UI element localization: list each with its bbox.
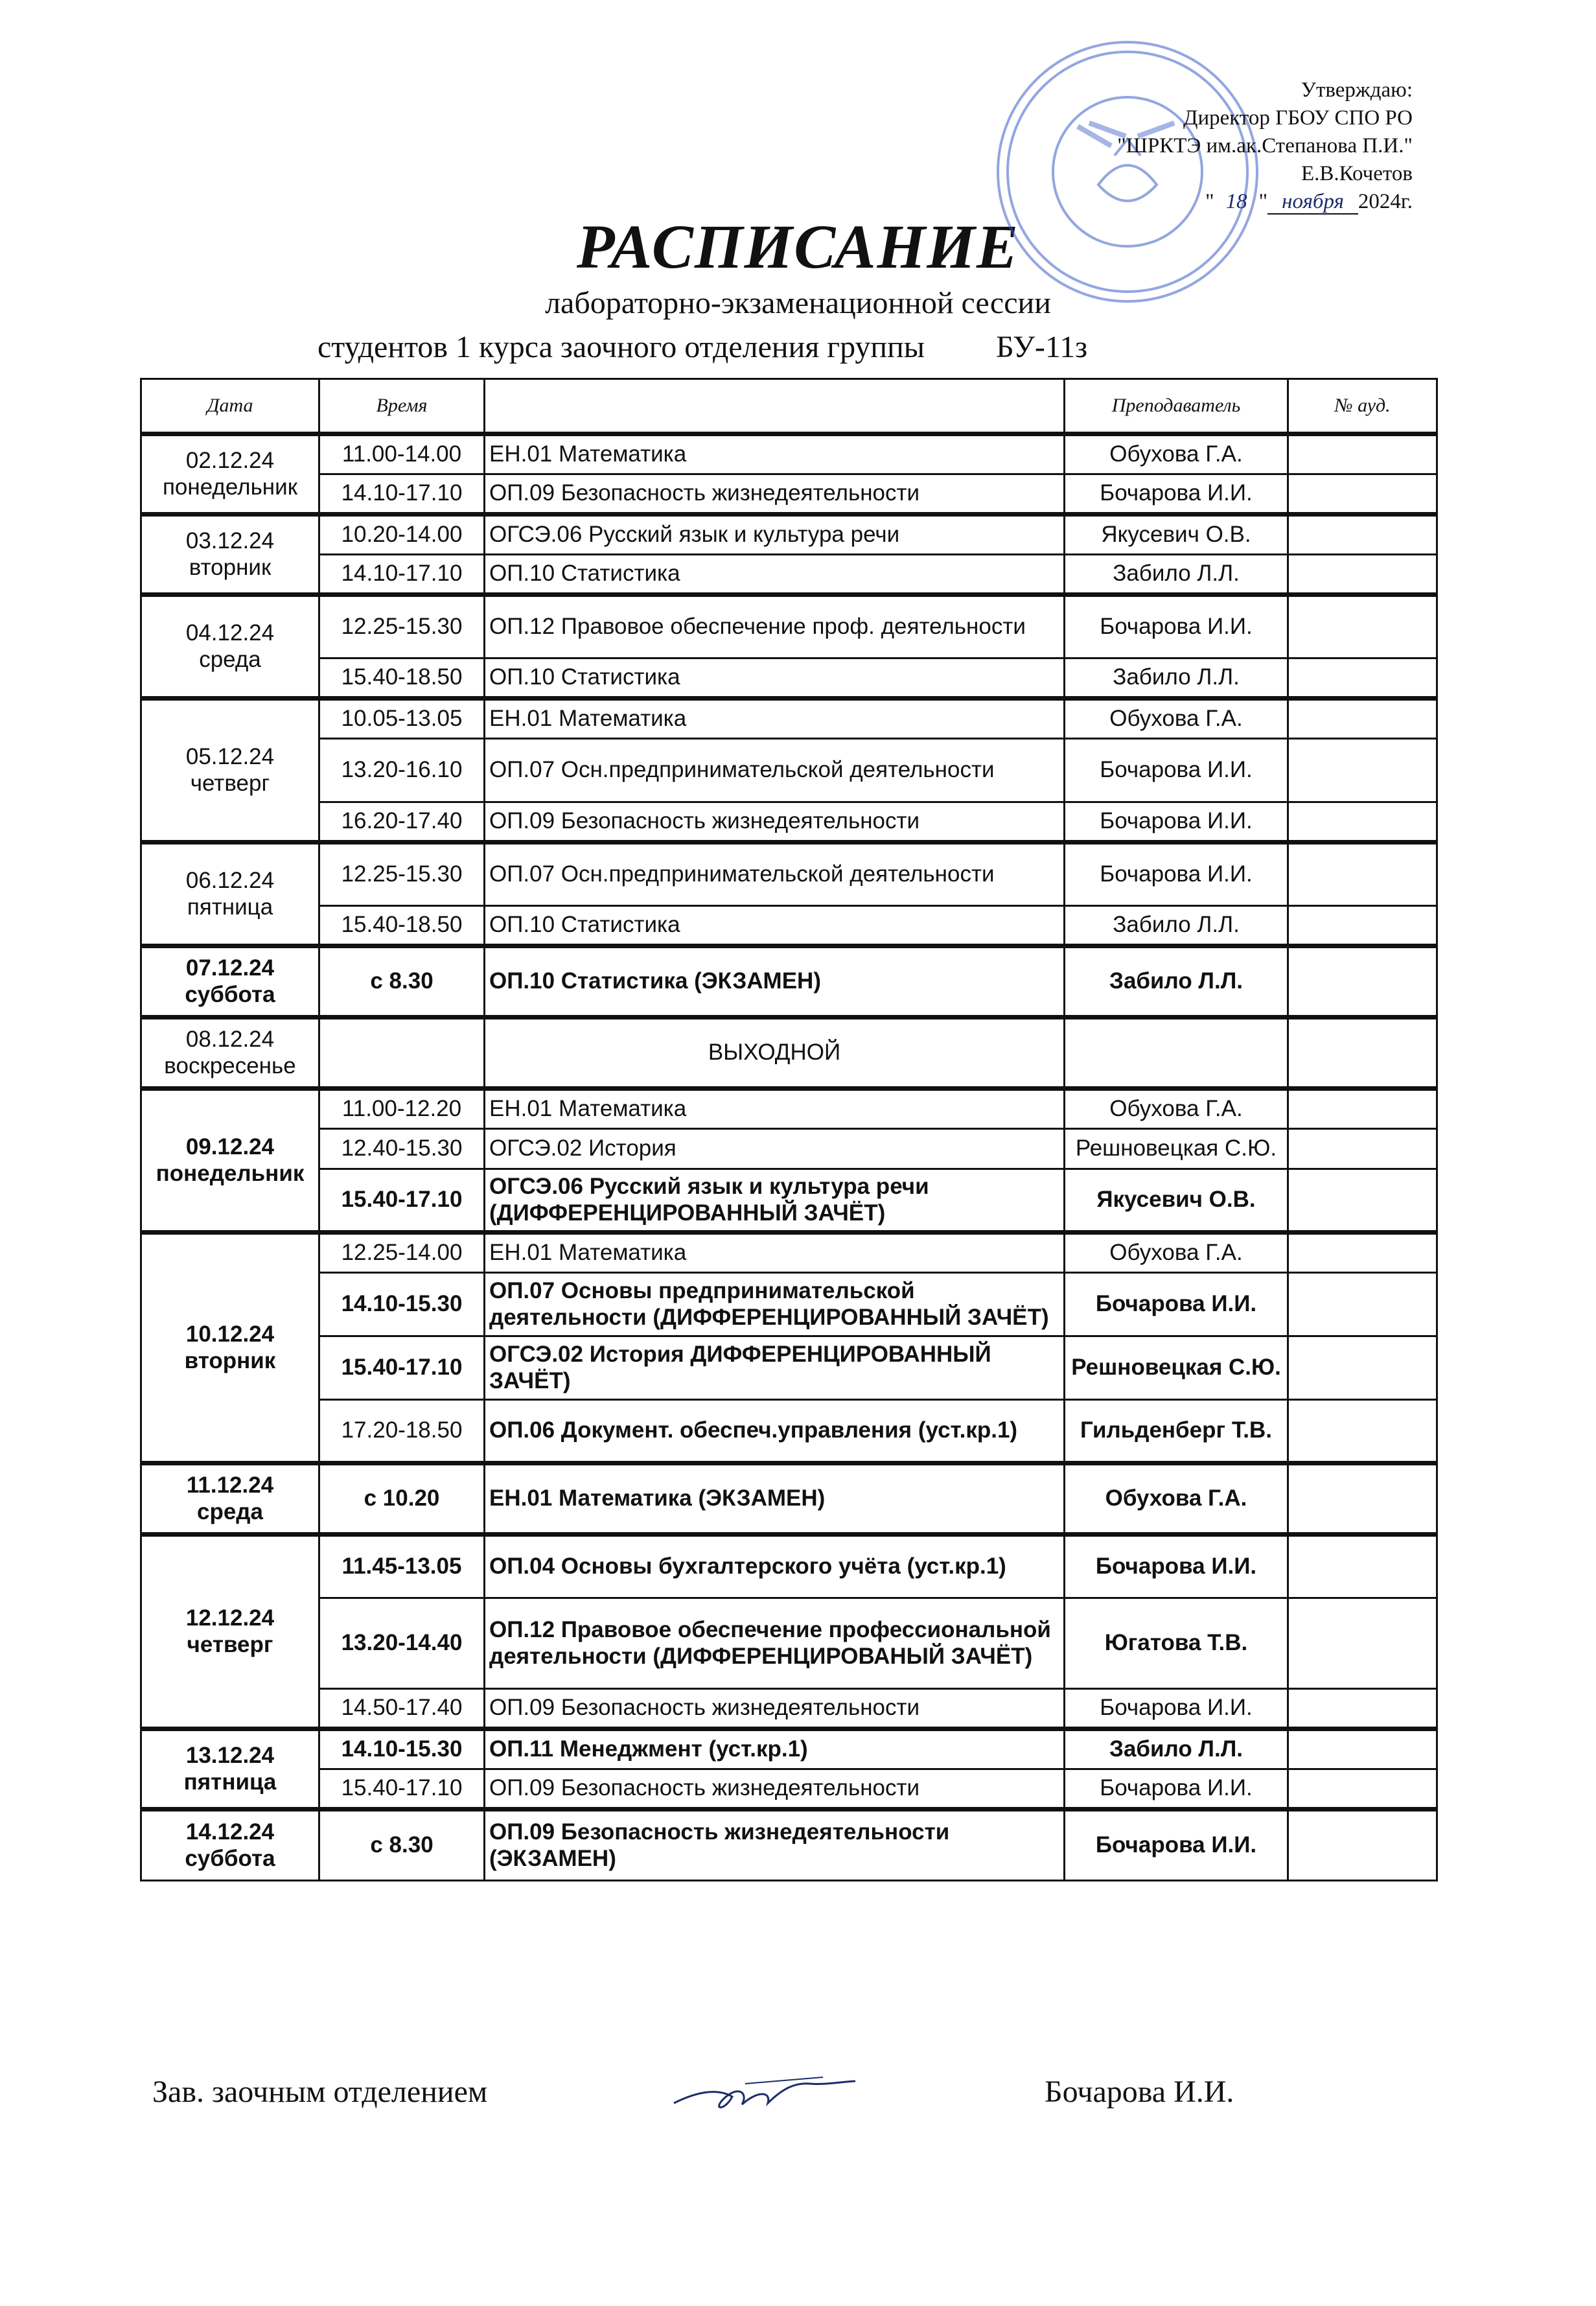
subject-cell: ЕН.01 Математика (ЭКЗАМЕН): [485, 1463, 1065, 1535]
table-row: [141, 1689, 1437, 1729]
subject-cell: ОП.09 Безопасность жизнедеятельности: [485, 1689, 1065, 1729]
time-cell: 14.50-17.40: [319, 1689, 485, 1729]
date-cell: [141, 595, 319, 699]
weekday-value: среда: [199, 646, 261, 672]
table-header-row: [141, 379, 1437, 434]
table-row: [141, 1535, 1437, 1598]
approval-date-month: ноября: [1267, 190, 1358, 215]
table-row: [141, 946, 1437, 1018]
table-row: [141, 1336, 1437, 1400]
room-cell: [1288, 802, 1437, 843]
column-header-teacher: Преподаватель: [1065, 379, 1288, 434]
subject-cell: ОП.09 Безопасность жизнедеятельности (ЭКЗАМЕН): [485, 1810, 1065, 1881]
date-value: 13.12.24: [185, 1743, 275, 1769]
table-row: [141, 802, 1437, 843]
time-cell: 10.20-14.00: [319, 515, 485, 555]
teacher-cell: Гильденберг Т.В.: [1065, 1400, 1288, 1463]
teacher-cell: Забило Л.Л.: [1065, 555, 1288, 595]
table-row: [141, 1089, 1437, 1129]
subject-cell: ОП.09 Безопасность жизнедеятельности: [485, 1769, 1065, 1810]
teacher-cell: Якусевич О.В.: [1065, 1169, 1288, 1233]
teacher-cell: Решновецкая С.Ю.: [1065, 1129, 1288, 1169]
teacher-cell: Забило Л.Л.: [1065, 946, 1288, 1018]
table-row: [141, 1598, 1437, 1689]
approval-director-name: Е.В.Кочетов: [1301, 162, 1413, 185]
weekday-value: понедельник: [162, 474, 298, 500]
table-row: [141, 1400, 1437, 1463]
table-row: [141, 1729, 1437, 1769]
room-cell: [1288, 1018, 1437, 1089]
room-cell: [1288, 1535, 1437, 1598]
teacher-cell: Обухова Г.А.: [1065, 699, 1288, 739]
subject-cell: ЕН.01 Математика: [485, 1089, 1065, 1129]
approval-block: [1011, 76, 1413, 216]
handwritten-signature: [661, 2064, 868, 2123]
table-row: [141, 1273, 1437, 1336]
date-value: 14.12.24: [185, 1819, 275, 1845]
date-value: 04.12.24: [185, 620, 275, 646]
table-row: [141, 1169, 1437, 1233]
column-header-time: Время: [319, 379, 485, 434]
room-cell: [1288, 946, 1437, 1018]
room-cell: [1288, 1769, 1437, 1810]
table-row: [141, 474, 1437, 515]
room-cell: [1288, 1129, 1437, 1169]
subject-cell: ОГСЭ.06 Русский язык и культура речи: [485, 515, 1065, 555]
weekday-value: вторник: [184, 1347, 276, 1373]
teacher-cell: Забило Л.Л.: [1065, 658, 1288, 699]
room-cell: [1288, 595, 1437, 658]
room-cell: [1288, 474, 1437, 515]
weekday-value: понедельник: [156, 1160, 305, 1186]
room-cell: [1288, 1598, 1437, 1689]
date-cell: [141, 946, 319, 1018]
column-header-room: № ауд.: [1288, 379, 1437, 434]
time-cell: 17.20-18.50: [319, 1400, 485, 1463]
table-row: [141, 1018, 1437, 1089]
room-cell: [1288, 1089, 1437, 1129]
date-cell: [141, 843, 319, 946]
subject-cell: ОП.04 Основы бухгалтерского учёта (уст.кр.1): [485, 1535, 1065, 1598]
table-row: [141, 595, 1437, 658]
subject-cell: ОГСЭ.06 Русский язык и культура речи (ДИФФЕРЕНЦИРОВАННЫЙ ЗАЧЁТ): [485, 1169, 1065, 1233]
date-value: 05.12.24: [185, 744, 275, 770]
time-cell: 15.40-17.10: [319, 1769, 485, 1810]
subject-cell: ОП.11 Менеджмент (уст.кр.1): [485, 1729, 1065, 1769]
subject-cell: ЕН.01 Математика: [485, 1233, 1065, 1273]
time-cell: 13.20-14.40: [319, 1598, 485, 1689]
date-value: 09.12.24: [185, 1134, 275, 1160]
room-cell: [1288, 1273, 1437, 1336]
date-cell: [141, 1810, 319, 1881]
weekday-value: среда: [197, 1498, 263, 1524]
subject-cell: ОП.06 Документ. обеспеч.управления (уст.кр.1): [485, 1400, 1065, 1463]
schedule-table: [140, 378, 1438, 1881]
teacher-cell: Забило Л.Л.: [1065, 1729, 1288, 1769]
schedule-body: [141, 434, 1437, 1881]
teacher-cell: [1065, 1018, 1288, 1089]
time-cell: 15.40-17.10: [319, 1336, 485, 1400]
teacher-cell: Югатова Т.В.: [1065, 1598, 1288, 1689]
approval-title: Утверждаю:: [1301, 78, 1413, 102]
room-cell: [1288, 1689, 1437, 1729]
approval-date-year: 2024г.: [1358, 190, 1413, 213]
time-cell: 11.00-12.20: [319, 1089, 485, 1129]
subject-cell: ОП.07 Осн.предпринимательской деятельности: [485, 739, 1065, 802]
subject-cell: ОП.09 Безопасность жизнедеятельности: [485, 802, 1065, 843]
date-value: 02.12.24: [185, 448, 275, 474]
table-row: [141, 1769, 1437, 1810]
table-row: [141, 555, 1437, 595]
date-cell: [141, 515, 319, 595]
subject-cell: ОП.12 Правовое обеспечение профессиональной деятельности (ДИФФЕРЕНЦИРОВАНЫЙ ЗАЧЁТ): [485, 1598, 1065, 1689]
time-cell: 13.20-16.10: [319, 739, 485, 802]
weekday-value: вторник: [189, 554, 272, 580]
time-cell: 14.10-15.30: [319, 1273, 485, 1336]
footer-position: Зав. заочным отделением: [152, 2075, 488, 2109]
table-row: [141, 658, 1437, 699]
room-cell: [1288, 1729, 1437, 1769]
approval-position: Директор ГБОУ СПО РО: [1183, 106, 1413, 130]
weekday-value: четверг: [190, 770, 270, 796]
subject-cell: ОП.10 Статистика: [485, 906, 1065, 946]
time-cell: 15.40-17.10: [319, 1169, 485, 1233]
table-row: [141, 515, 1437, 555]
table-row: [141, 1233, 1437, 1273]
date-cell: [141, 434, 319, 515]
subject-cell: ОГСЭ.02 История: [485, 1129, 1065, 1169]
room-cell: [1288, 1463, 1437, 1535]
subject-cell: ОП.07 Основы предпринимательской деятельности (ДИФФЕРЕНЦИРОВАННЫЙ ЗАЧЁТ): [485, 1273, 1065, 1336]
date-value: 07.12.24: [185, 955, 275, 981]
date-value: 12.12.24: [185, 1605, 275, 1631]
teacher-cell: Бочарова И.И.: [1065, 1273, 1288, 1336]
room-cell: [1288, 1810, 1437, 1881]
time-cell: 15.40-18.50: [319, 658, 485, 699]
page-subtitle-group: студентов 1 курса заочного отделения группы БУ-11з: [318, 330, 1088, 364]
time-cell: 11.45-13.05: [319, 1535, 485, 1598]
room-cell: [1288, 843, 1437, 906]
subject-cell: ЕН.01 Математика: [485, 434, 1065, 474]
teacher-cell: Якусевич О.В.: [1065, 515, 1288, 555]
room-cell: [1288, 699, 1437, 739]
teacher-cell: Забило Л.Л.: [1065, 906, 1288, 946]
date-value: 08.12.24: [185, 1027, 275, 1053]
date-value: 11.12.24: [186, 1473, 274, 1498]
date-cell: [141, 1089, 319, 1233]
date-cell: [141, 1018, 319, 1089]
time-cell: 10.05-13.05: [319, 699, 485, 739]
date-value: 03.12.24: [185, 528, 275, 554]
subject-cell: ВЫХОДНОЙ: [485, 1018, 1065, 1089]
room-cell: [1288, 1400, 1437, 1463]
teacher-cell: Бочарова И.И.: [1065, 1810, 1288, 1881]
date-cell: [141, 1233, 319, 1463]
room-cell: [1288, 1169, 1437, 1233]
date-cell: [141, 1535, 319, 1729]
column-header-subject: [485, 379, 1065, 434]
weekday-value: суббота: [185, 981, 275, 1007]
teacher-cell: Решновецкая С.Ю.: [1065, 1336, 1288, 1400]
weekday-value: четверг: [187, 1631, 273, 1657]
table-row: [141, 434, 1437, 474]
teacher-cell: Бочарова И.И.: [1065, 1689, 1288, 1729]
subject-cell: ЕН.01 Математика: [485, 699, 1065, 739]
teacher-cell: Обухова Г.А.: [1065, 1463, 1288, 1535]
date-cell: [141, 1463, 319, 1535]
room-cell: [1288, 739, 1437, 802]
teacher-cell: Бочарова И.И.: [1065, 739, 1288, 802]
time-cell: 12.25-15.30: [319, 595, 485, 658]
teacher-cell: Бочарова И.И.: [1065, 1535, 1288, 1598]
teacher-cell: Бочарова И.И.: [1065, 595, 1288, 658]
room-cell: [1288, 1233, 1437, 1273]
table-row: [141, 843, 1437, 906]
teacher-cell: Бочарова И.И.: [1065, 802, 1288, 843]
page-title: РАСПИСАНИЕ: [577, 212, 1019, 281]
room-cell: [1288, 555, 1437, 595]
table-row: [141, 906, 1437, 946]
room-cell: [1288, 515, 1437, 555]
table-row: [141, 1129, 1437, 1169]
weekday-value: суббота: [185, 1845, 275, 1871]
time-cell: 14.10-17.10: [319, 474, 485, 515]
time-cell: 14.10-17.10: [319, 555, 485, 595]
teacher-cell: Обухова Г.А.: [1065, 1233, 1288, 1273]
group-code: БУ-11з: [996, 330, 1088, 364]
subject-cell: ОГСЭ.02 История ДИФФЕРЕНЦИРОВАННЫЙ ЗАЧЁТ): [485, 1336, 1065, 1400]
date-cell: [141, 699, 319, 843]
approval-organization: "ШРКТЭ им.ак.Степанова П.И.": [1117, 134, 1413, 157]
subject-cell: ОП.10 Статистика: [485, 658, 1065, 699]
time-cell: [319, 1018, 485, 1089]
table-row: [141, 699, 1437, 739]
room-cell: [1288, 658, 1437, 699]
subject-cell: ОП.07 Осн.предпринимательской деятельности: [485, 843, 1065, 906]
column-header-date: Дата: [141, 379, 319, 434]
weekday-value: воскресенье: [164, 1053, 296, 1078]
time-cell: 15.40-18.50: [319, 906, 485, 946]
time-cell: 11.00-14.00: [319, 434, 485, 474]
weekday-value: пятница: [187, 894, 273, 920]
date-value: 06.12.24: [185, 868, 275, 894]
time-cell: 14.10-15.30: [319, 1729, 485, 1769]
subject-cell: ОП.10 Статистика: [485, 555, 1065, 595]
approval-date: " 18 " ноября 2024г.: [1205, 190, 1413, 213]
time-cell: с 8.30: [319, 946, 485, 1018]
teacher-cell: Обухова Г.А.: [1065, 1089, 1288, 1129]
teacher-cell: Бочарова И.И.: [1065, 474, 1288, 515]
time-cell: 12.40-15.30: [319, 1129, 485, 1169]
teacher-cell: Бочарова И.И.: [1065, 1769, 1288, 1810]
teacher-cell: Обухова Г.А.: [1065, 434, 1288, 474]
page-subtitle-session: лабораторно-экзаменационной сессии: [545, 286, 1051, 320]
room-cell: [1288, 1336, 1437, 1400]
time-cell: с 8.30: [319, 1810, 485, 1881]
time-cell: 12.25-14.00: [319, 1233, 485, 1273]
subject-cell: ОП.12 Правовое обеспечение проф. деятельности: [485, 595, 1065, 658]
subject-cell: ОП.10 Статистика (ЭКЗАМЕН): [485, 946, 1065, 1018]
date-cell: [141, 1729, 319, 1810]
weekday-value: пятница: [183, 1769, 277, 1795]
subject-cell: ОП.09 Безопасность жизнедеятельности: [485, 474, 1065, 515]
approval-date-day: 18: [1225, 190, 1247, 213]
date-value: 10.12.24: [185, 1322, 275, 1347]
time-cell: 12.25-15.30: [319, 843, 485, 906]
room-cell: [1288, 434, 1437, 474]
footer-signatory: Бочарова И.И.: [1045, 2075, 1234, 2109]
time-cell: с 10.20: [319, 1463, 485, 1535]
time-cell: 16.20-17.40: [319, 802, 485, 843]
room-cell: [1288, 906, 1437, 946]
table-row: [141, 1810, 1437, 1881]
table-row: [141, 739, 1437, 802]
teacher-cell: Бочарова И.И.: [1065, 843, 1288, 906]
table-row: [141, 1463, 1437, 1535]
